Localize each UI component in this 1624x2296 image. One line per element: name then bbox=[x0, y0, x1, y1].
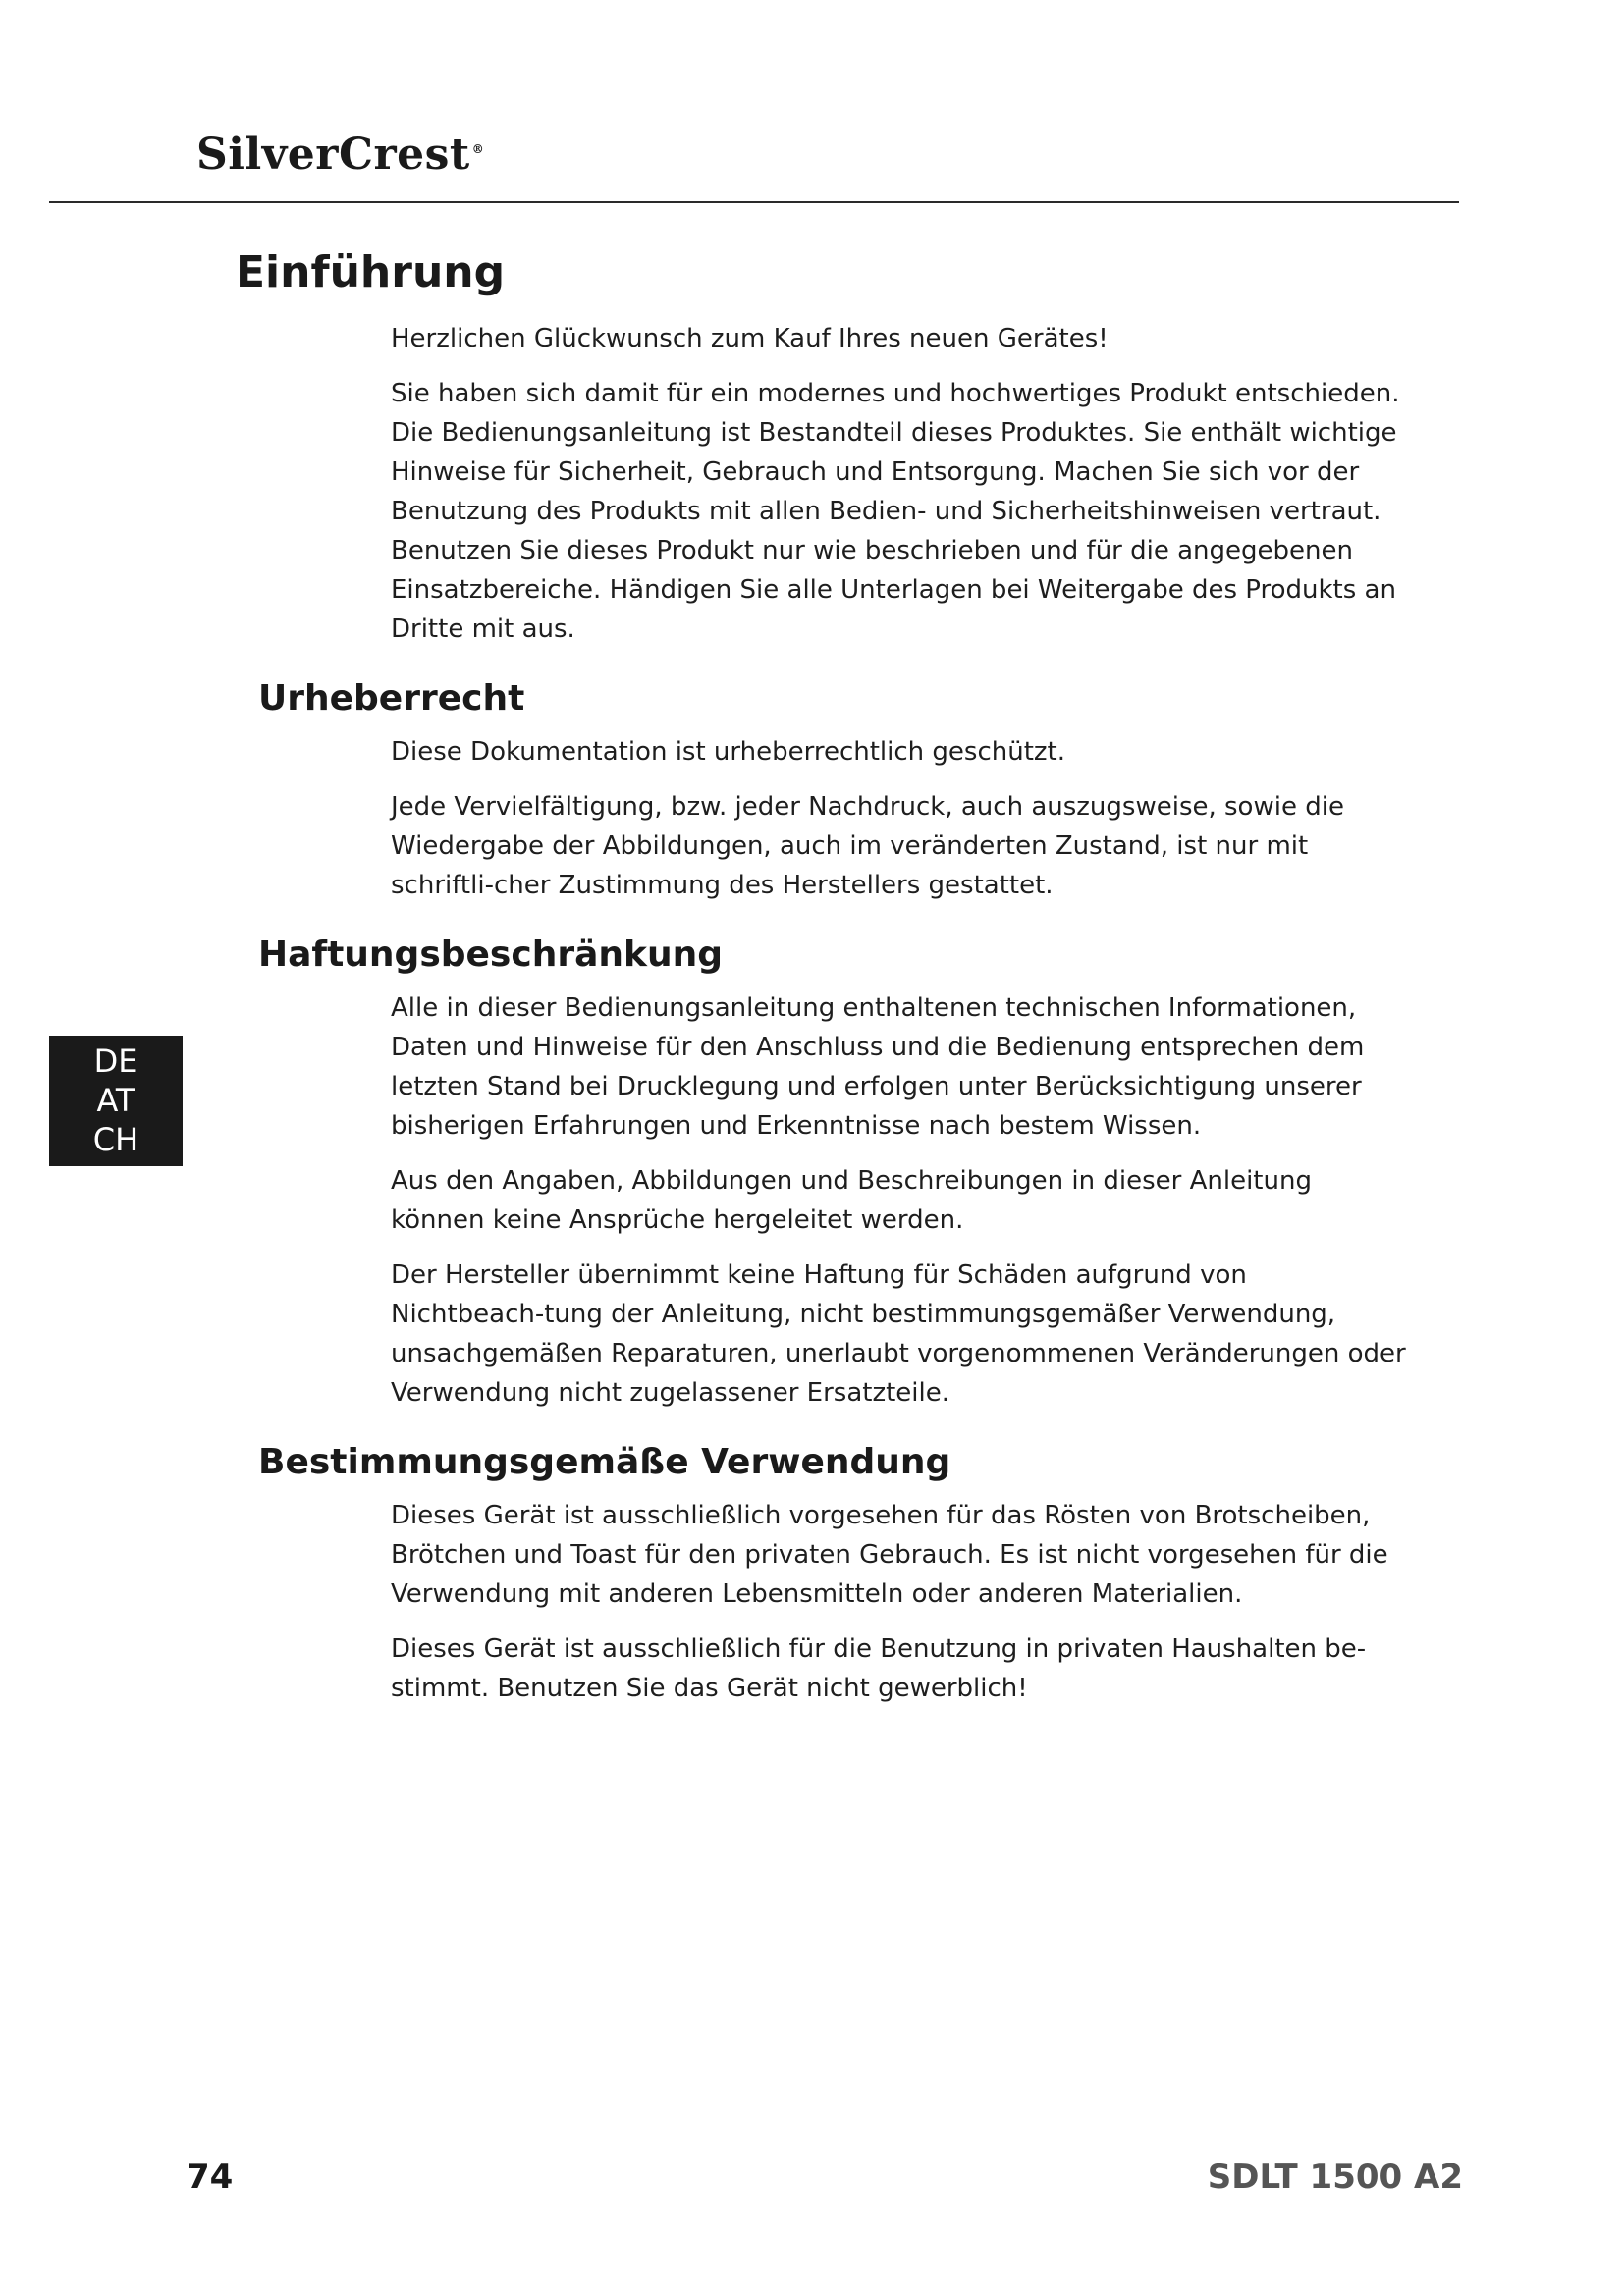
copyright-paragraph-2: Jede Vervielfältigung, bzw. jeder Nachdruck, auch auszugsweise, sowie die Wiedergabe der Abbildungen, auch im veränderten Zustand, ist nur mit schriftli-cher Zustimmung des Herstellers gestattet. bbox=[391, 792, 1344, 900]
intro-paragraph-1: Herzlichen Glückwunsch zum Kauf Ihres neuen Gerätes! bbox=[391, 324, 1109, 353]
brand-name: SilverCrest bbox=[196, 130, 470, 180]
section-liability bbox=[0, 934, 1624, 1413]
language-at: AT bbox=[96, 1082, 135, 1119]
page-number: 74 bbox=[187, 2158, 234, 2197]
language-tab bbox=[49, 1036, 183, 1166]
page-title: Einführung bbox=[236, 247, 506, 297]
intro-paragraph-2: Sie haben sich damit für ein modernes und hochwertiges Produkt entschieden. Die Bedienungsanleitung ist Bestandteil dieses Produktes. Sie enthält wichtige Hinweise für Sicherheit, Gebrauch und Entsorgung. Machen Sie sich vor der Benutzung des Produkts mit allen Bedien- und Sicherheitshinweisen vertraut. Benutzen Sie dieses Produkt nur wie beschrieben und für die angegebenen Einsatzbereiche. Händigen Sie alle Unterlagen bei Weitergabe des Produkts an Dritte mit aus. bbox=[391, 379, 1400, 644]
liability-paragraph-3: Der Hersteller übernimmt keine Haftung für Schäden aufgrund von Nichtbeach-tung der Anleitung, nicht bestimmungsgemäßer Verwendung, unsachgemäßen Reparaturen, unerlaubt vorgenommenen Veränderungen oder Verwendung nicht zugelassener Ersatzteile. bbox=[391, 1260, 1406, 1408]
section-copyright bbox=[0, 678, 1624, 905]
section-intro bbox=[0, 319, 1624, 649]
copyright-paragraph-1: Diese Dokumentation ist urheberrechtlich geschützt. bbox=[391, 737, 1066, 767]
liability-heading: Haftungsbeschränkung bbox=[258, 934, 723, 975]
intended-use-paragraph-1: Dieses Gerät ist ausschließlich vorgesehen für das Rösten von Brotscheiben, Brötchen und Toast für den privaten Gebrauch. Es ist nicht vorgesehen für die Verwendung mit anderen Lebensmitteln oder anderen Materialien. bbox=[391, 1501, 1388, 1609]
language-de: DE bbox=[93, 1042, 138, 1080]
intended-use-heading: Bestimmungsgemäße Verwendung bbox=[258, 1442, 951, 1482]
liability-paragraph-1: Alle in dieser Bedienungsanleitung enthaltenen technischen Informationen, Daten und Hinweise für den Anschluss und die Bedienung entsprechen dem letzten Stand bei Drucklegung und erfolgen unter Berücksichtigung unserer bisherigen Erfahrungen und Erkenntnisse nach bestem Wissen. bbox=[391, 993, 1365, 1141]
intended-use-paragraph-2: Dieses Gerät ist ausschließlich für die Benutzung in privaten Haushalten be-stimmt. Benutzen Sie das Gerät nicht gewerblich! bbox=[391, 1634, 1367, 1703]
language-ch: CH bbox=[92, 1121, 139, 1158]
brand-logo bbox=[196, 130, 484, 180]
header-rule bbox=[49, 201, 1459, 203]
copyright-heading: Urheberrecht bbox=[258, 678, 525, 719]
sections bbox=[0, 319, 1624, 1737]
liability-paragraph-2: Aus den Angaben, Abbildungen und Beschreibungen in dieser Anleitung können keine Ansprüche hergeleitet werden. bbox=[391, 1166, 1312, 1235]
model-number: SDLT 1500 A2 bbox=[1207, 2158, 1463, 2197]
registered-mark: ® bbox=[471, 142, 485, 157]
section-intended-use bbox=[0, 1442, 1624, 1708]
